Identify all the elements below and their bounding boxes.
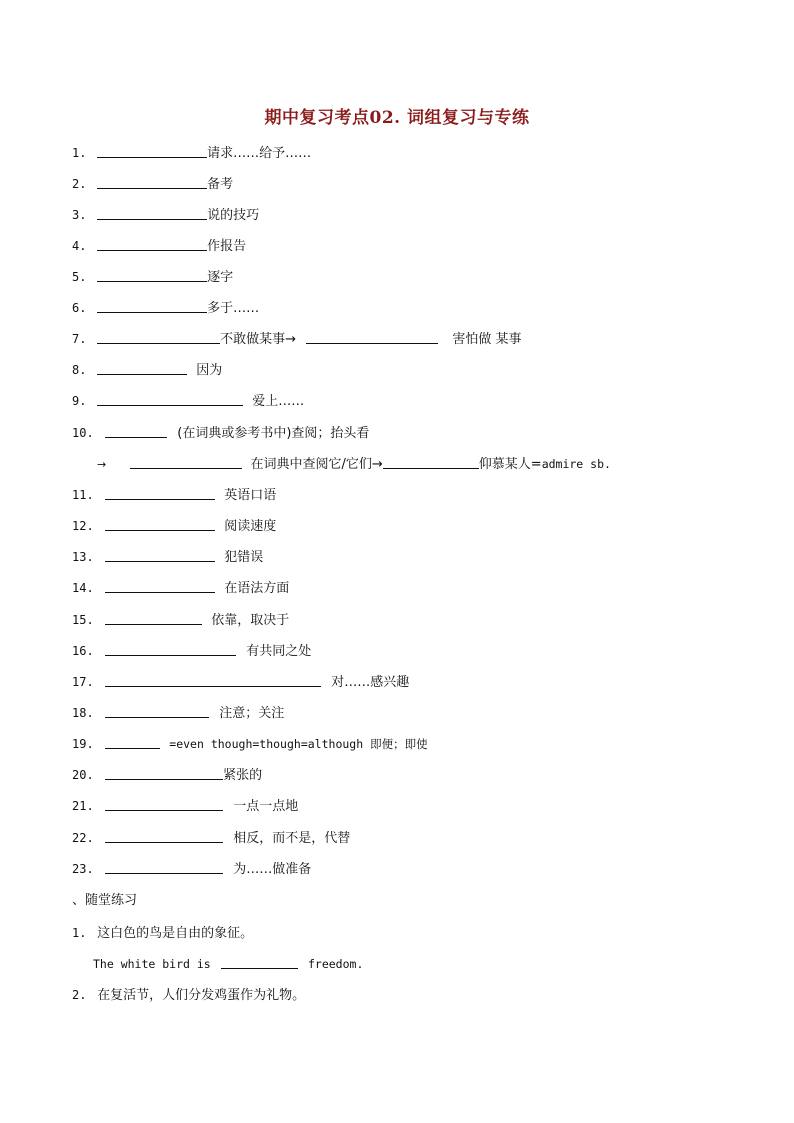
exercise-chinese: 这白色的鸟是自由的象征。 [97,926,254,941]
answer-blank[interactable] [105,423,167,438]
item-number: 19. [72,737,94,751]
answer-blank[interactable] [306,329,438,344]
item-text-en: admire sb. [541,457,611,471]
list-item [72,703,284,723]
item-number: 1. [72,146,87,160]
list-item [72,360,222,380]
list-item [72,641,311,661]
list-item [72,859,311,879]
answer-blank[interactable] [105,672,321,687]
item-text: 因为 [196,363,223,378]
list-item [72,174,233,194]
answer-blank[interactable] [97,360,187,375]
list-item [72,672,409,692]
answer-blank[interactable] [105,485,215,500]
item-number: 18. [72,706,94,720]
list-item [72,298,259,318]
list-item [72,267,233,287]
answer-blank[interactable] [97,267,207,282]
list-item [72,143,311,163]
list-item [72,205,259,225]
page-title: 期中复习考点02. 词组复习与专练 [264,108,530,128]
answer-blank[interactable] [105,796,223,811]
answer-blank[interactable] [105,547,215,562]
answer-blank[interactable] [97,143,207,158]
answer-blank[interactable] [105,734,160,749]
item-text: 在词典中查阅它/它们→ [250,457,383,472]
exercise-item [72,923,253,943]
answer-blank[interactable] [105,610,202,625]
item-text: 备考 [207,177,234,192]
exercise-item [72,985,305,1005]
item-text: 相反，而不是，代替 [233,831,351,846]
item-text: 依靠，取决于 [211,613,290,628]
item-number: 15. [72,613,94,627]
item-text: 爱上…… [252,394,305,409]
answer-blank[interactable] [130,454,242,469]
item-text: 对……感兴趣 [331,675,410,690]
list-item [72,765,262,785]
answer-blank[interactable] [97,236,207,251]
item-number: 13. [72,550,94,564]
list-item [72,828,350,848]
answer-blank[interactable] [97,391,243,406]
answer-blank[interactable] [97,205,207,220]
list-item-continuation [97,454,611,474]
item-number: 4. [72,239,87,253]
exercise-text-before: The white bird is [93,957,211,971]
item-number: 5. [72,270,87,284]
exercise-chinese: 在复活节，人们分发鸡蛋作为礼物。 [97,988,306,1003]
item-text: 犯错误 [224,550,264,565]
item-text: 逐字 [207,270,234,285]
section-heading: 、随堂练习 [72,893,138,908]
item-text: 有共同之处 [246,644,312,659]
item-number: 7. [72,332,87,346]
exercise-text-after: freedom. [307,957,364,971]
item-text: 请求……给予…… [207,146,312,161]
item-text: 不敢做某事→ [220,332,297,347]
list-item [72,796,298,816]
item-text: 一点一点地 [233,799,299,814]
answer-blank[interactable] [105,703,209,718]
list-item [72,610,289,630]
item-number: 23. [72,862,94,876]
answer-blank[interactable] [105,578,215,593]
item-number: 3. [72,208,87,222]
item-text: 英语口语 [224,488,277,503]
item-number: 22. [72,831,94,845]
answer-blank[interactable] [105,516,215,531]
item-text: 在语法方面 [224,581,290,596]
item-number: 16. [72,644,94,658]
item-text: 注意；关注 [219,706,285,721]
item-number: 8. [72,363,87,377]
item-text: 紧张的 [223,768,263,783]
item-number: 21. [72,799,94,813]
list-item [72,391,304,411]
list-item [72,423,369,443]
answer-blank[interactable] [97,174,207,189]
list-item [72,236,246,256]
item-number: 12. [72,519,94,533]
item-number: 6. [72,301,87,315]
exercise-number: 1. [72,926,87,940]
item-text: 阅读速度 [224,519,277,534]
item-text: 仰慕某人= [478,457,542,472]
item-number: 9. [72,394,87,408]
list-item [72,578,289,598]
arrow-icon: → [97,458,107,471]
answer-blank[interactable] [105,859,223,874]
list-item [72,516,276,536]
list-item [72,485,276,505]
answer-blank[interactable] [105,641,236,656]
item-text: 多于…… [207,301,260,316]
exercise-number: 2. [72,988,87,1002]
list-item [72,329,521,349]
list-item [72,547,263,567]
item-number: 14. [72,581,94,595]
exercise-english [93,954,363,974]
item-text: =even though=though=although 即便；即使 [169,737,428,751]
answer-blank[interactable] [105,765,223,780]
item-number: 11. [72,488,94,502]
item-number: 10. [72,426,94,440]
item-text: 为……做准备 [233,862,312,877]
item-text: 说的技巧 [207,208,260,223]
item-text: (在词典或参考书中)查阅；抬头看 [177,426,370,441]
item-text: 作报告 [207,239,247,254]
item-text-2: 害怕做 某事 [452,332,522,347]
item-number: 2. [72,177,87,191]
answer-blank[interactable] [97,298,207,313]
item-number: 17. [72,675,94,689]
list-item [72,734,428,754]
item-number: 20. [72,768,94,782]
answer-blank[interactable] [97,329,220,344]
answer-blank[interactable] [221,954,298,969]
answer-blank[interactable] [105,828,223,843]
answer-blank[interactable] [383,454,479,469]
